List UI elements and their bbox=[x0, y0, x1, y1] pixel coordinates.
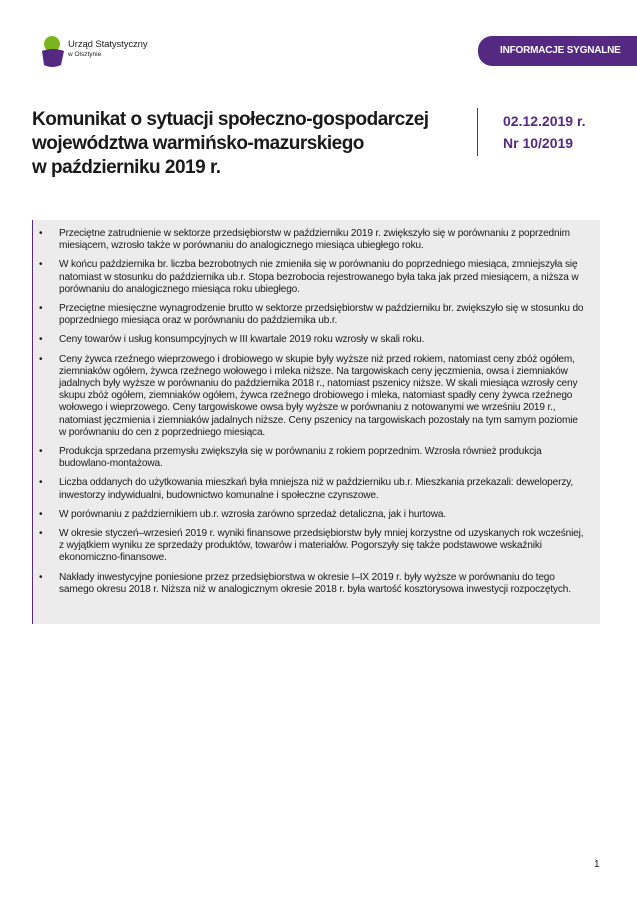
summary-text: Ceny towarów i usług konsumpcyjnych w III kwartale 2019 roku wzrosły w skali roku. bbox=[59, 334, 425, 346]
summary-text: Liczba oddanych do użytkowania mieszkań była mniejsza niż w październiku ub.r. Mieszkania przekazali: deweloperzy, inwestorzy indywidualni, budownictwo komunalne i społeczne czynszowe. bbox=[59, 477, 574, 501]
summary-item bbox=[33, 354, 586, 439]
summary-item bbox=[33, 572, 586, 596]
page-title bbox=[32, 108, 452, 180]
logo-mark-icon bbox=[40, 34, 66, 68]
summary-text: W końcu października br. liczba bezrobotnych nie zmieniła się w porównaniu do poprzedniego miesiąca, zmniejszyła się natomiast w stosunku do października ub.r. Stopa bezrobocia rejestrowanego była taka jak przed miesiącem, a niższa w porównaniu do analogicznego miesiąca roku ubiegłego. bbox=[59, 259, 579, 295]
summary-item bbox=[33, 509, 586, 521]
summary-item bbox=[33, 228, 586, 252]
summary-text: Przeciętne zatrudnienie w sektorze przedsiębiorstw w październiku 2019 r. zwiększyło się w porównaniu z poprzednim miesiącem, wzrosło także w porównaniu do analogicznego miesiąca ubiegłego roku. bbox=[59, 228, 570, 252]
title-line: w październiku 2019 r. bbox=[32, 157, 221, 178]
summary-item bbox=[33, 477, 586, 501]
summary-list bbox=[33, 220, 600, 596]
summary-text: Produkcja sprzedana przemysłu zwiększyła się w porównaniu z rokiem poprzednim. Wzrosła również produkcja budowlano-montażowa. bbox=[59, 446, 542, 470]
summary-text: W porównaniu z październikiem ub.r. wzrosła zarówno sprzedaż detaliczna, jak i hurtowa. bbox=[59, 508, 446, 520]
summary-text: Ceny żywca rzeźnego wieprzowego i drobiowego w skupie były wyższe niż przed rokiem, natomiast ceny zbóż ogółem, ziemniaków ogółem, żywca rzeźnego wołowego i mleka niższe. Na targowiskach ceny jęczmienia, owsa i ziemniaków jadalnych były wyższe w porównaniu do października 2018 r., natomiast pszenicy niższe. W skali miesiąca wzrosły ceny skupu zbóż ogółem, ziemniaków ogółem, żywca rzeźnego drobiowego i mleka, natomiast spadły ceny żywca rzeźnego wołowego i wieprzowego. Ceny targowiskowe owsa były wyższe w porównaniu z notowanymi we wrześniu 2019 r., natomiast jęczmienia i ziemniaków jadalnych niższe. Ceny pszenicy na targowiskach pozostały na tym samym poziomie w porównaniu do cen z poprzedniego miesiąca. bbox=[59, 353, 578, 438]
page-number: 1 bbox=[594, 859, 600, 870]
bullet-icon: • bbox=[39, 259, 43, 271]
bullet-icon: • bbox=[39, 228, 43, 239]
bullet-icon: • bbox=[39, 508, 43, 520]
bullet-icon: • bbox=[39, 353, 43, 365]
title-line: Komunikat o sytuacji społeczno-gospodarczej bbox=[32, 109, 429, 130]
org-logo bbox=[40, 34, 160, 70]
summary-box bbox=[32, 220, 600, 624]
summary-text: W okresie styczeń–wrzesień 2019 r. wyniki finansowe przedsiębiorstw były mniej korzystne od uzyskanych rok wcześniej, z wyjątkiem wyniku ze sprzedaży produktów, towarów i materiałów. Pogorszyły się także podstawowe wskaźniki ekonomiczno-finansowe. bbox=[59, 528, 584, 564]
summary-item bbox=[33, 303, 586, 327]
bullet-icon: • bbox=[39, 446, 43, 458]
title-line: województwa warmińsko-mazurskiego bbox=[32, 133, 364, 154]
bullet-icon: • bbox=[39, 571, 43, 583]
bullet-icon: • bbox=[39, 303, 43, 315]
bullet-icon: • bbox=[39, 334, 43, 346]
org-city: w Olsztynie bbox=[68, 51, 102, 58]
summary-item bbox=[33, 334, 586, 346]
publication-meta bbox=[503, 110, 586, 154]
summary-text: Nakłady inwestycyjne poniesione przez przedsiębiorstwa w okresie I–IX 2019 r. były wyższe w porównaniu do tego samego okresu 2018 r. Niższa niż w analogicznym okresie 2018 r. była wartość kosztorysowa inwestycji rozpoczętych. bbox=[59, 571, 571, 595]
org-name: Urząd Statystyczny bbox=[68, 39, 148, 50]
summary-item bbox=[33, 528, 586, 565]
summary-item bbox=[33, 259, 586, 296]
summary-text: Przeciętne miesięczne wynagrodzenie brutto w sektorze przedsiębiorstw w październiku br. zwiększyło się w stosunku do poprzedniego miesiąca oraz w porównaniu do października ub.r. bbox=[59, 303, 584, 327]
publication-type-badge: INFORMACJE SYGNALNE bbox=[478, 36, 637, 66]
publication-date: 02.12.2019 r. bbox=[503, 113, 586, 129]
publication-number: Nr 10/2019 bbox=[503, 135, 574, 151]
bullet-icon: • bbox=[39, 528, 43, 540]
bullet-icon: • bbox=[39, 477, 43, 489]
summary-item bbox=[33, 446, 586, 470]
title-divider bbox=[477, 108, 478, 156]
